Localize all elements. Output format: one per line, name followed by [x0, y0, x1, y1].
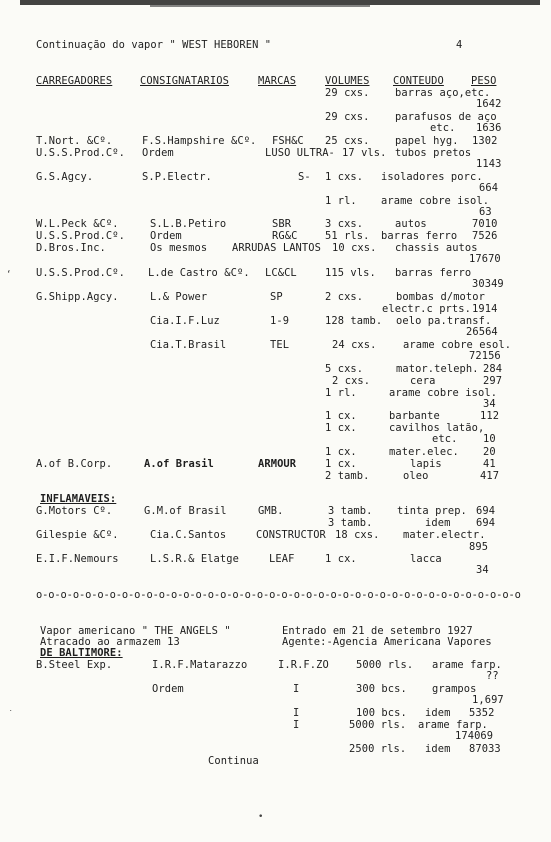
mark-cell: S- [298, 171, 311, 183]
shipper-cell: Gilespie &Cº. [36, 529, 119, 541]
weight-cell: 1914 [472, 303, 498, 315]
content-cell: tubos pretos [395, 147, 472, 159]
weight-cell: 112 [480, 410, 500, 422]
volume-cell: 100 bcs. [356, 707, 407, 719]
weight-cell: 1302 [472, 135, 498, 147]
content-cell: lacca [410, 553, 442, 565]
volume-cell: 5000 rls. [356, 659, 414, 671]
shipper-cell: B.Steel Exp. [36, 659, 113, 671]
volume-cell: 17 vls. [342, 147, 387, 159]
volume-cell: 1 rl. [325, 195, 357, 207]
content-cell: barbante [389, 410, 440, 422]
consignee-cell: S.L.B.Petiro [150, 218, 227, 230]
consignee-cell: A.of Brasil [144, 458, 214, 470]
volume-cell: 24 cxs. [332, 339, 377, 351]
content-cell: etc. [430, 122, 456, 134]
content-cell: mater.elec. [389, 446, 459, 458]
consignee-cell: L.de Castro &Cº. [148, 267, 250, 279]
weight-cell: 20 [483, 446, 496, 458]
mark-cell: LEAF [269, 553, 295, 565]
mark-cell: SBR [272, 218, 292, 230]
volume-cell: 2 cxs. [325, 291, 364, 303]
weight-cell: 694 [476, 505, 496, 517]
column-header-carregadores: CARREGADORES [36, 75, 113, 87]
content-cell: tinta prep. [397, 505, 467, 517]
weight-cell: 5352 [469, 707, 495, 719]
consignee-cell: Os mesmos [150, 242, 208, 254]
mark-cell: LUSO ULTRA- [265, 147, 335, 159]
weight-cell: 417 [480, 470, 500, 482]
volume-cell: 2500 rls. [349, 743, 407, 755]
consignee-cell: G.M.of Brasil [144, 505, 227, 517]
shipper-cell: T.Nort. &Cº. [36, 135, 113, 147]
mark-cell: ARRUDAS LANTOS [232, 242, 321, 254]
consignee-cell: Ordem [150, 230, 182, 242]
content-cell: barras aço,etc. [395, 87, 491, 99]
consignee-cell: S.P.Electr. [142, 171, 212, 183]
weight-cell: 297 [483, 375, 503, 387]
volume-cell: 5 cxs. [325, 363, 364, 375]
arrival-date: Entrado em 21 de setembro 1927 [282, 625, 473, 637]
shipper-cell: U.S.S.Prod.Cº. [36, 267, 125, 279]
volume-cell: 3 tamb. [328, 505, 373, 517]
mark-cell: LC&CL [265, 267, 297, 279]
column-header-peso: PESO [471, 75, 497, 87]
weight-cell: 63 [479, 206, 492, 218]
mark-cell: SP [270, 291, 283, 303]
shipper-cell: D.Bros.Inc. [36, 242, 106, 254]
shipper-cell: U.S.S.Prod.Cº. [36, 230, 125, 242]
scan-speck: ˙ [8, 710, 14, 720]
consignee-cell: Cia.T.Brasil [150, 339, 227, 351]
weight-cell: 895 [469, 541, 489, 553]
content-cell: barras ferro [381, 230, 458, 242]
weight-cell: 30349 [472, 278, 504, 290]
page-heading: Continuação do vapor " WEST HEBOREN " [36, 39, 272, 51]
consignee-cell: Ordem [142, 147, 174, 159]
content-cell: arame farp. [432, 659, 502, 671]
volume-cell: 51 rls. [325, 230, 370, 242]
weight-cell: 7010 [472, 218, 498, 230]
content-cell: chassis autos [395, 242, 478, 254]
weight-cell: 694 [476, 517, 496, 529]
weight-cell: 1642 [476, 98, 502, 110]
mark-cell: I.R.F.ZO [278, 659, 329, 671]
mark-cell: FSH&C [272, 135, 304, 147]
content-cell: arame cobre isol. [389, 387, 498, 399]
shipper-cell: G.Motors Cº. [36, 505, 113, 517]
weight-cell: 1,697 [472, 694, 504, 706]
weight-cell: 41 [483, 458, 496, 470]
section-heading-inflamaveis: INFLAMAVEIS: [40, 493, 117, 505]
content-cell: idem [425, 707, 451, 719]
mark-cell: GMB. [258, 505, 284, 517]
volume-cell: 1 rl. [325, 387, 357, 399]
mark-cell: CONSTRUCTOR [256, 529, 326, 541]
volume-cell: 5000 rls. [349, 719, 407, 731]
content-cell: isoladores porc. [381, 171, 483, 183]
shipper-cell: W.L.Peck &Cº. [36, 218, 119, 230]
content-cell: barras ferro [395, 267, 472, 279]
column-header-consignatarios: CONSIGNATARIOS [140, 75, 229, 87]
weight-cell: 174069 [455, 730, 494, 742]
scan-speck: • [258, 812, 264, 822]
content-cell: electr.c prts. [382, 303, 471, 315]
weight-cell: 284 [483, 363, 503, 375]
weight-cell: 34 [483, 398, 496, 410]
column-header-volumes: VOLUMES [325, 75, 370, 87]
consignee-cell: Cia.I.F.Luz [150, 315, 220, 327]
consignee-cell: I.R.F.Matarazzo [152, 659, 248, 671]
weight-cell: 87033 [469, 743, 501, 755]
weight-cell: ?? [486, 670, 499, 682]
content-cell: idem [425, 517, 451, 529]
content-cell: cera [410, 375, 436, 387]
volume-cell: 29 cxs. [325, 111, 370, 123]
content-cell: arame cobre isol. [381, 195, 490, 207]
volume-cell: 1 cx. [325, 553, 357, 565]
column-header-conteudo: CONTEUDO [393, 75, 444, 87]
content-cell: bombas d/motor [396, 291, 485, 303]
content-cell: autos [395, 218, 427, 230]
volume-cell: 3 tamb. [328, 517, 373, 529]
mark-cell: 1-9 [270, 315, 290, 327]
volume-cell: 2 cxs. [332, 375, 371, 387]
weight-cell: 72156 [469, 350, 501, 362]
weight-cell: 10 [483, 433, 496, 445]
berth-info: Atracado ao armazem 13 [40, 636, 180, 648]
weight-cell: 26564 [466, 326, 498, 338]
volume-cell: 128 tamb. [325, 315, 383, 327]
mark-cell: I [293, 719, 300, 731]
shipper-cell: G.Shipp.Agcy. [36, 291, 119, 303]
content-cell: oelo pa.transf. [396, 315, 492, 327]
volume-cell: 18 cxs. [335, 529, 380, 541]
content-cell: grampos [432, 683, 477, 695]
mark-cell: I [293, 707, 300, 719]
content-cell: arame cobre esol. [403, 339, 512, 351]
content-cell: papel hyg. [395, 135, 459, 147]
volume-cell: 29 cxs. [325, 87, 370, 99]
separator-line: o-o-o-o-o-o-o-o-o-o-o-o-o-o-o-o-o-o-o-o-o-o-o-o-o-o-o-o-o-o-o-o-o-o-o-o-o-o-o-o [36, 589, 521, 601]
content-cell: mater.electr. [403, 529, 486, 541]
volume-cell: 25 cxs. [325, 135, 370, 147]
volume-cell: 1 cx. [325, 458, 357, 470]
mark-cell: TEL [270, 339, 290, 351]
content-cell: parafusos de aço [395, 111, 497, 123]
weight-cell: 34 [476, 564, 489, 576]
vessel-title: Vapor americano " THE ANGELS " [40, 625, 231, 637]
content-cell: mator.teleph. [396, 363, 479, 375]
consignee-cell: Ordem [152, 683, 184, 695]
weight-cell: 1143 [476, 158, 502, 170]
agent-info: Agente:-Agencia Americana Vapores [282, 636, 492, 648]
consignee-cell: Cia.C.Santos [150, 529, 227, 541]
consignee-cell: L.& Power [150, 291, 208, 303]
content-cell: etc. [432, 433, 458, 445]
shipper-cell: U.S.S.Prod.Cº. [36, 147, 125, 159]
scan-edge-mark [150, 5, 370, 7]
content-cell: idem [425, 743, 451, 755]
shipper-cell: G.S.Agcy. [36, 171, 94, 183]
volume-cell: 1 cxs. [325, 171, 364, 183]
volume-cell: 3 cxs. [325, 218, 364, 230]
weight-cell: 17670 [469, 253, 501, 265]
weight-cell: 7526 [472, 230, 498, 242]
content-cell: lapis [410, 458, 442, 470]
shipper-cell: E.I.F.Nemours [36, 553, 119, 565]
volume-cell: 10 cxs. [332, 242, 377, 254]
volume-cell: 1 cx. [325, 422, 357, 434]
consignee-cell: L.S.R.& Elatge [150, 553, 239, 565]
continuation-note: Continua [208, 755, 259, 767]
scan-speck: ‘ [6, 270, 12, 280]
content-cell: oleo [403, 470, 429, 482]
weight-cell: 1636 [476, 122, 502, 134]
column-header-marcas: MARCAS [258, 75, 297, 87]
volume-cell: 1 cx. [325, 410, 357, 422]
weight-cell: 664 [479, 182, 499, 194]
volume-cell: 2 tamb. [325, 470, 370, 482]
content-cell: arame farp. [418, 719, 488, 731]
volume-cell: 1 cx. [325, 446, 357, 458]
mark-cell: ARMOUR [258, 458, 297, 470]
content-cell: cavilhos latão, [389, 422, 485, 434]
mark-cell: RG&C [272, 230, 298, 242]
volume-cell: 300 bcs. [356, 683, 407, 695]
page-number: 4 [456, 39, 463, 51]
consignee-cell: F.S.Hampshire &Cº. [142, 135, 257, 147]
shipper-cell: A.of B.Corp. [36, 458, 113, 470]
section-heading-baltimore: DE BALTIMORE: [40, 647, 123, 659]
volume-cell: 115 vls. [325, 267, 376, 279]
mark-cell: I [293, 683, 300, 695]
